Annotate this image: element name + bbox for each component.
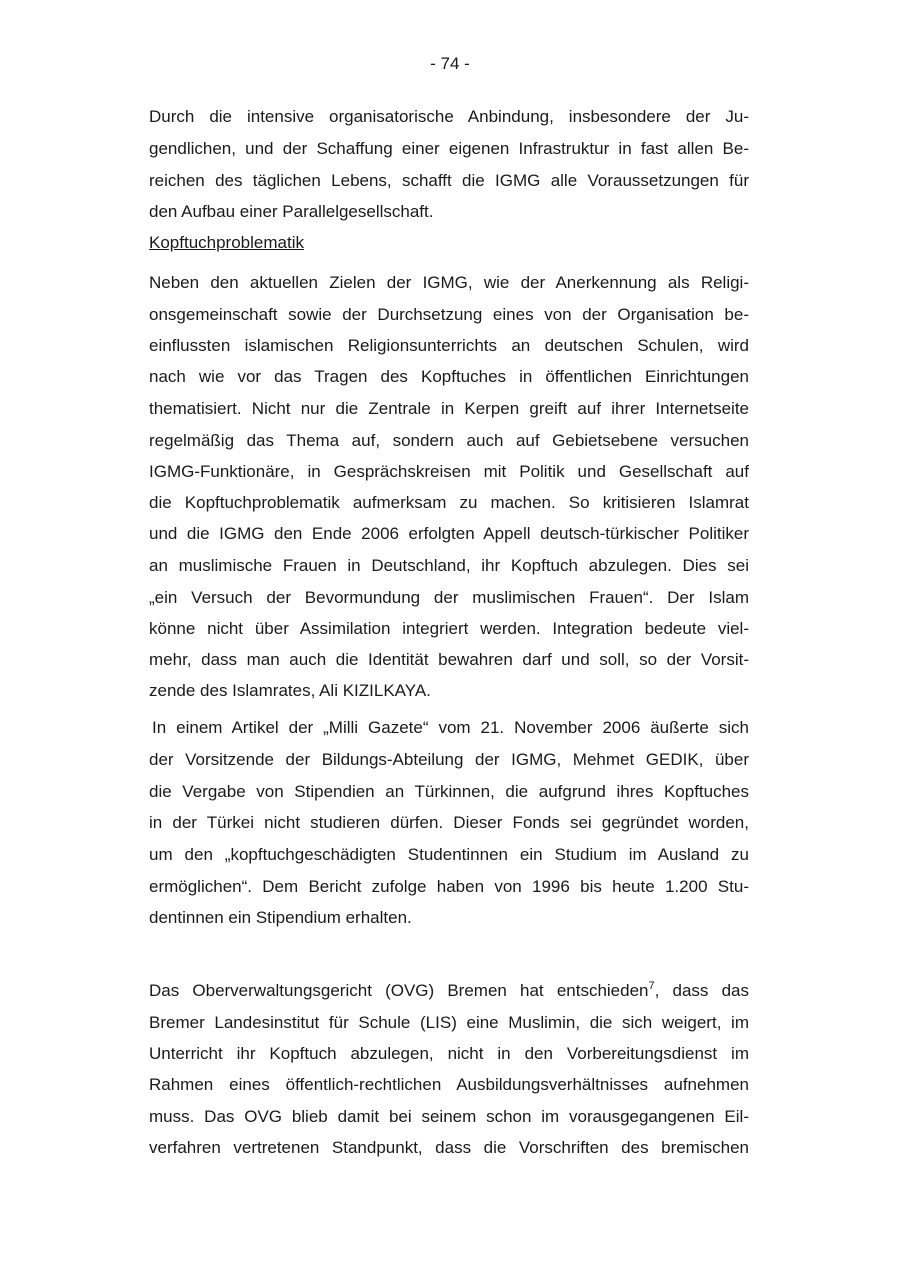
text-line xyxy=(149,980,749,1002)
text-line: gendlichen, und der Schaffung einer eigenen Infrastruktur in fast allen Be- xyxy=(149,139,749,158)
text-line: In einem Artikel der „Milli Gazete“ vom 21. November 2006 äußerte sich xyxy=(152,718,749,737)
text-line: um den „kopftuchgeschädigten Studentinnen ein Studium im Ausland zu xyxy=(149,845,749,864)
text-line: könne nicht über Assimilation integriert werden. Integration bedeute viel- xyxy=(149,619,749,638)
text-line: einflussten islamischen Religionsunterrichts an deutschen Schulen, wird xyxy=(149,336,749,355)
footnote-reference[interactable]: 7 xyxy=(648,980,655,992)
text-line: regelmäßig das Thema auf, sondern auch auf Gebietsebene versuchen xyxy=(149,431,749,450)
text-line: „ein Versuch der Bevormundung der muslimischen Frauen“. Der Islam xyxy=(149,588,749,607)
text-fragment: , dass das xyxy=(654,981,749,1000)
text-line: an muslimische Frauen in Deutschland, ihr Kopftuch abzulegen. Dies sei xyxy=(149,556,749,575)
text-line: die Kopftuchproblematik aufmerksam zu machen. So kritisieren Islamrat xyxy=(149,493,749,512)
text-line: in der Türkei nicht studieren dürfen. Dieser Fonds sei gegründet worden, xyxy=(149,813,749,832)
section-heading: Kopftuchproblematik xyxy=(149,233,304,252)
text-line: Bremer Landesinstitut für Schule (LIS) eine Muslimin, die sich weigert, im xyxy=(149,1013,749,1032)
page-number: - 74 - xyxy=(430,54,470,73)
text-line: ermöglichen“. Dem Bericht zufolge haben von 1996 bis heute 1.200 Stu- xyxy=(149,877,749,896)
text-line: zende des Islamrates, Ali KIZILKAYA. xyxy=(149,681,431,700)
text-line: und die IGMG den Ende 2006 erfolgten Appell deutsch-türkischer Politiker xyxy=(149,524,749,543)
text-line: IGMG-Funktionäre, in Gesprächskreisen mit Politik und Gesellschaft auf xyxy=(149,462,749,481)
text-line: den Aufbau einer Parallelgesellschaft. xyxy=(149,202,434,221)
text-line: Neben den aktuellen Zielen der IGMG, wie der Anerkennung als Religi- xyxy=(149,273,749,292)
text-line: der Vorsitzende der Bildungs-Abteilung der IGMG, Mehmet GEDIK, über xyxy=(149,750,749,769)
text-line: dentinnen ein Stipendium erhalten. xyxy=(149,908,412,927)
text-line: nach wie vor das Tragen des Kopftuches in öffentlichen Einrichtungen xyxy=(149,367,749,386)
text-line: die Vergabe von Stipendien an Türkinnen, die aufgrund ihres Kopftuches xyxy=(149,782,749,801)
text-line: verfahren vertretenen Standpunkt, dass die Vorschriften des bremischen xyxy=(149,1138,749,1157)
text-line: Unterricht ihr Kopftuch abzulegen, nicht in den Vorbereitungsdienst im xyxy=(149,1044,749,1063)
text-line: thematisiert. Nicht nur die Zentrale in Kerpen greift auf ihrer Internetseite xyxy=(149,399,749,418)
text-line: muss. Das OVG blieb damit bei seinem schon im vorausgegangenen Eil- xyxy=(149,1107,749,1126)
text-line: Rahmen eines öffentlich-rechtlichen Ausbildungsverhältnisses aufnehmen xyxy=(149,1075,749,1094)
text-line: mehr, dass man auch die Identität bewahren darf und soll, so der Vorsit- xyxy=(149,650,749,669)
text-fragment: Das Oberverwaltungsgericht (OVG) Bremen hat entschieden xyxy=(149,981,649,1000)
text-line: onsgemeinschaft sowie der Durchsetzung eines von der Organisation be- xyxy=(149,305,749,324)
text-line: reichen des täglichen Lebens, schafft die IGMG alle Voraussetzungen für xyxy=(149,171,749,190)
text-line: Durch die intensive organisatorische Anbindung, insbesondere der Ju- xyxy=(149,107,749,126)
